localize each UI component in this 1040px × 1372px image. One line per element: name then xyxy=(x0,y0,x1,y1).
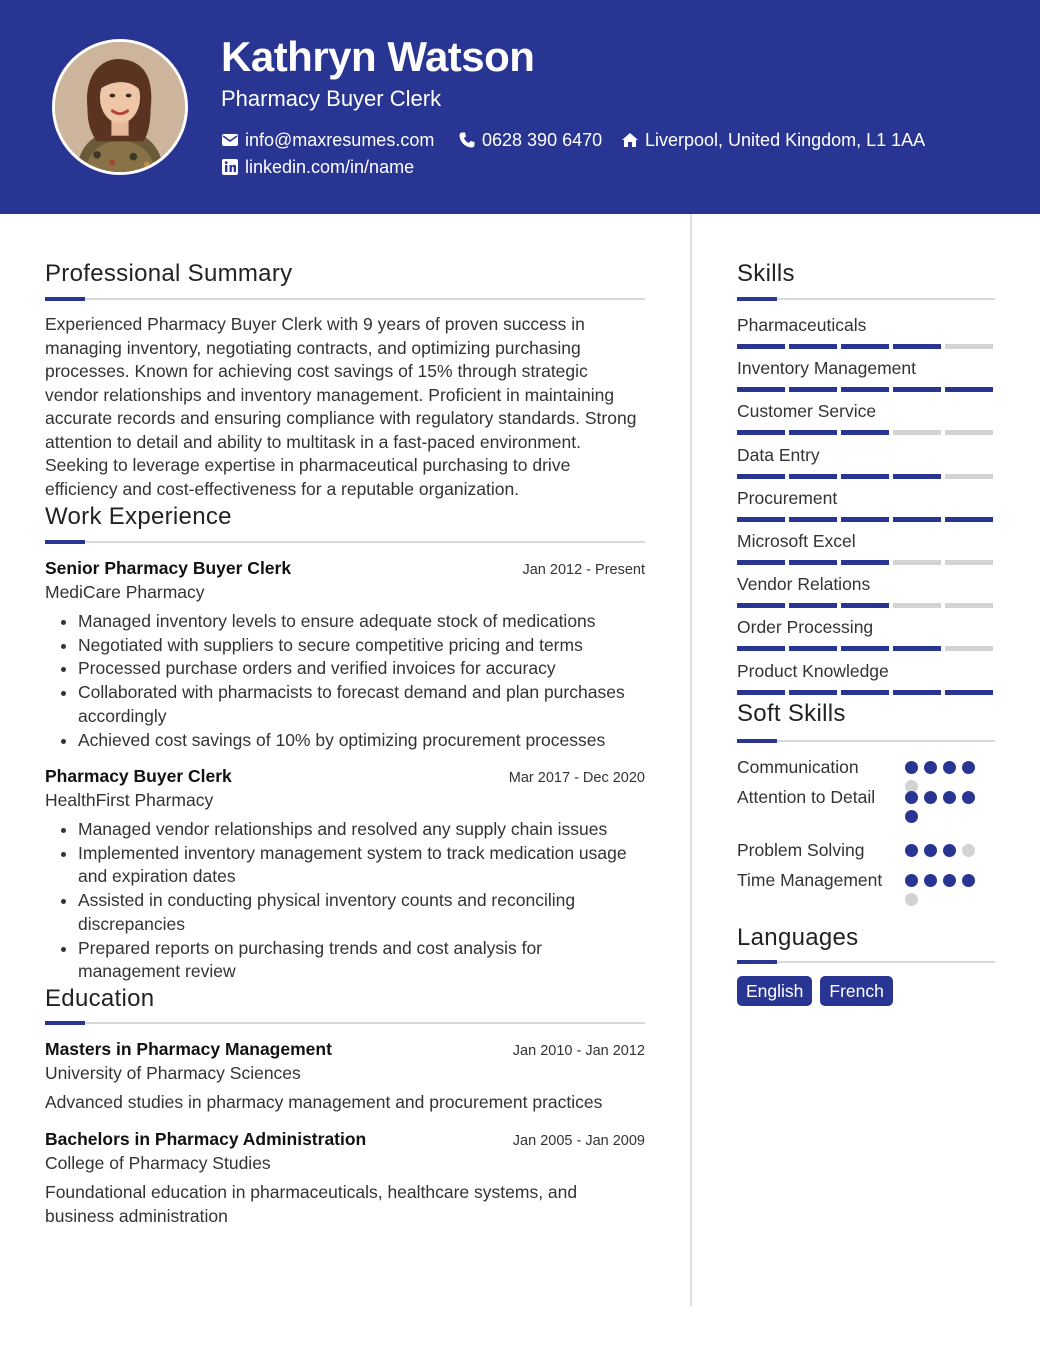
education-description: Foundational education in pharmaceuticals, healthcare systems, and business administration xyxy=(45,1182,578,1226)
job-entry xyxy=(45,764,645,984)
job-bullet: • Processed purchase orders and verified invoices for accuracy xyxy=(78,657,645,681)
soft-skills-heading: Soft Skills xyxy=(737,700,846,727)
skill-level-segment xyxy=(841,474,889,479)
job-bullet: • Managed inventory levels to ensure adequate stock of medications xyxy=(78,610,645,634)
skill-level-segment xyxy=(737,387,785,392)
skill-level-segment xyxy=(737,603,785,608)
skill-level-segment xyxy=(841,560,889,565)
linkedin-contact[interactable] xyxy=(221,155,414,179)
candidate-name: Kathryn Watson xyxy=(221,33,535,80)
rating-dot xyxy=(962,844,975,857)
phone-icon xyxy=(458,131,476,149)
skill-level-segment xyxy=(893,560,941,565)
skill-level-segment xyxy=(893,690,941,695)
skill-level-segment xyxy=(893,430,941,435)
skill-level-segment xyxy=(893,474,941,479)
job-bullet: • Collaborated with pharmacists to forecast demand and plan purchases accordingly xyxy=(78,681,645,728)
soft-skill-name: Attention to Detail xyxy=(737,787,876,807)
skill-level-bar xyxy=(737,387,995,392)
skill-item xyxy=(737,356,995,392)
skill-level-bar xyxy=(737,430,995,435)
job-bullet: • Achieved cost savings of 10% by optimizing procurement processes xyxy=(78,729,645,753)
soft-skill-rating xyxy=(905,761,985,793)
skill-level-segment xyxy=(945,690,993,695)
skill-level-segment xyxy=(789,560,837,565)
skills-heading: Skills xyxy=(737,260,795,287)
skill-name: Data Entry xyxy=(737,444,820,465)
skill-level-bar xyxy=(737,474,995,479)
skill-level-segment xyxy=(841,344,889,349)
skill-name: Customer Service xyxy=(737,401,877,422)
degree-name: Masters in Pharmacy Management xyxy=(45,1039,332,1059)
skill-item xyxy=(737,443,995,479)
summary-heading: Professional Summary xyxy=(45,260,293,287)
job-bullets xyxy=(45,610,645,752)
education-description: Advanced studies in pharmacy management and procurement practices xyxy=(45,1092,603,1112)
skill-level-segment xyxy=(893,344,941,349)
skills-rule xyxy=(737,298,995,300)
job-dates: Mar 2017 - Dec 2020 xyxy=(508,770,645,786)
phone-text[interactable]: 0628 390 6470 xyxy=(482,130,603,150)
skill-level-segment xyxy=(737,344,785,349)
skill-name: Inventory Management xyxy=(737,358,916,379)
language-badge: French xyxy=(820,976,892,1006)
rating-dot xyxy=(943,761,956,774)
experience-rule xyxy=(45,541,645,543)
rating-dot xyxy=(924,761,937,774)
soft-skill-rating xyxy=(905,844,985,857)
job-bullet: • Implemented inventory management system to track medication usage and expiration dates xyxy=(78,842,645,889)
email-text[interactable]: info@maxresumes.com xyxy=(245,130,435,150)
school-name: College of Pharmacy Studies xyxy=(45,1153,271,1173)
skill-level-bar xyxy=(737,517,995,522)
skill-level-segment xyxy=(945,430,993,435)
resume-header xyxy=(0,0,1040,214)
candidate-title: Pharmacy Buyer Clerk xyxy=(221,86,442,111)
skill-name: Procurement xyxy=(737,487,838,508)
skill-level-bar xyxy=(737,690,995,695)
skill-name: Order Processing xyxy=(737,617,874,638)
skill-level-segment xyxy=(789,646,837,651)
soft-skills-rule xyxy=(737,740,995,742)
rating-dot xyxy=(905,844,918,857)
skill-level-segment xyxy=(945,517,993,522)
soft-skill-name: Communication xyxy=(737,757,859,777)
skill-level-segment xyxy=(789,430,837,435)
language-badge: English xyxy=(737,976,812,1006)
skill-level-segment xyxy=(893,387,941,392)
skill-level-segment xyxy=(737,430,785,435)
linkedin-icon xyxy=(221,158,239,176)
location-contact xyxy=(621,128,925,152)
skill-level-segment xyxy=(893,646,941,651)
skill-item xyxy=(737,615,995,651)
skill-level-segment xyxy=(945,646,993,651)
skill-level-segment xyxy=(945,387,993,392)
rating-dot xyxy=(924,874,937,887)
rating-dot xyxy=(962,791,975,804)
soft-skill-rating xyxy=(905,874,985,906)
languages-rule xyxy=(737,961,995,963)
rating-dot xyxy=(943,844,956,857)
education-dates: Jan 2010 - Jan 2012 xyxy=(512,1043,645,1059)
job-dates: Jan 2012 - Present xyxy=(522,562,645,578)
skill-level-segment xyxy=(789,517,837,522)
rating-dot xyxy=(924,844,937,857)
skill-level-segment xyxy=(841,646,889,651)
job-company: HealthFirst Pharmacy xyxy=(45,790,214,810)
job-company: MediCare Pharmacy xyxy=(45,582,205,602)
home-icon xyxy=(621,131,639,149)
profile-photo xyxy=(52,39,188,175)
job-bullet: • Assisted in conducting physical inventory counts and reconciling discrepancies xyxy=(78,889,645,936)
skill-name: Product Knowledge xyxy=(737,660,889,681)
skill-level-segment xyxy=(945,344,993,349)
job-bullet: • Prepared reports on purchasing trends and cost analysis for management review xyxy=(78,937,645,984)
skill-item xyxy=(737,659,995,695)
skill-level-segment xyxy=(841,387,889,392)
job-bullet: • Negotiated with suppliers to secure competitive pricing and terms xyxy=(78,634,645,658)
skill-level-segment xyxy=(841,430,889,435)
experience-heading: Work Experience xyxy=(45,503,232,530)
skill-level-segment xyxy=(737,560,785,565)
job-entry xyxy=(45,556,645,752)
rating-dot xyxy=(905,893,918,906)
summary-text: Experienced Pharmacy Buyer Clerk with 9 years of proven success in managing inventory, negotiating contracts, and optimizing purchasing processes. Known for achieving cost savings of 15% through strategic vendor relationships and inventory management. Proficient in maintaining accurate records and ensuring compliance with regulatory standards. Strong attention to detail and ability to multitask in a fast-paced environment. Seeking to leverage expertise in pharmaceutical purchasing to drive efficiency and cost-effectiveness for a reputable organization. xyxy=(45,314,637,499)
skill-name: Microsoft Excel xyxy=(737,531,856,551)
skill-item xyxy=(737,529,995,565)
skill-level-bar xyxy=(737,603,995,608)
skill-level-segment xyxy=(789,474,837,479)
rating-dot xyxy=(905,810,918,823)
skill-level-segment xyxy=(789,344,837,349)
linkedin-text[interactable]: linkedin.com/in/name xyxy=(245,157,415,177)
rating-dot xyxy=(905,761,918,774)
skill-level-segment xyxy=(789,387,837,392)
skill-level-segment xyxy=(737,690,785,695)
skill-level-segment xyxy=(789,690,837,695)
skill-level-segment xyxy=(737,517,785,522)
skill-level-segment xyxy=(841,690,889,695)
skill-level-segment xyxy=(945,603,993,608)
soft-skill-name: Time Management xyxy=(737,870,883,890)
skill-item xyxy=(737,486,995,522)
job-bullet: • Managed vendor relationships and resolved any supply chain issues xyxy=(78,818,645,842)
rating-dot xyxy=(905,791,918,804)
skill-level-segment xyxy=(893,603,941,608)
skill-name: Pharmaceuticals xyxy=(737,315,867,335)
skill-name: Vendor Relations xyxy=(737,574,871,595)
skill-level-segment xyxy=(945,474,993,479)
school-name: University of Pharmacy Sciences xyxy=(45,1063,301,1083)
skill-level-segment xyxy=(737,474,785,479)
skill-level-bar xyxy=(737,560,995,565)
soft-skill-rating xyxy=(905,791,985,823)
education-entry xyxy=(45,1127,645,1228)
column-divider xyxy=(690,214,692,1306)
skill-level-segment xyxy=(841,603,889,608)
education-dates: Jan 2005 - Jan 2009 xyxy=(512,1133,645,1149)
skill-item xyxy=(737,572,995,608)
rating-dot xyxy=(943,791,956,804)
job-role: Senior Pharmacy Buyer Clerk xyxy=(45,558,292,578)
soft-skill-name: Problem Solving xyxy=(737,840,865,860)
location-text: Liverpool, United Kingdom, L1 1AA xyxy=(645,130,926,150)
skill-level-segment xyxy=(841,517,889,522)
job-bullets xyxy=(45,818,645,984)
rating-dot xyxy=(905,874,918,887)
rating-dot xyxy=(962,761,975,774)
email-contact[interactable] xyxy=(221,128,434,152)
rating-dot xyxy=(943,874,956,887)
envelope-icon xyxy=(221,131,239,149)
summary-rule xyxy=(45,298,645,300)
languages-heading: Languages xyxy=(737,924,859,951)
skill-level-segment xyxy=(737,646,785,651)
skill-item xyxy=(737,399,995,435)
languages-list xyxy=(737,976,893,1006)
education-heading: Education xyxy=(45,985,155,1012)
skill-level-segment xyxy=(945,560,993,565)
skill-level-bar xyxy=(737,646,995,651)
profile-photo-icon xyxy=(55,42,185,172)
skill-level-segment xyxy=(789,603,837,608)
phone-contact[interactable] xyxy=(458,128,602,152)
education-rule xyxy=(45,1022,645,1024)
degree-name: Bachelors in Pharmacy Administration xyxy=(45,1129,367,1149)
job-role: Pharmacy Buyer Clerk xyxy=(45,766,232,786)
skill-item xyxy=(737,313,995,349)
skill-level-segment xyxy=(893,517,941,522)
rating-dot xyxy=(924,791,937,804)
education-entry xyxy=(45,1037,645,1115)
rating-dot xyxy=(962,874,975,887)
skill-level-bar xyxy=(737,344,995,349)
